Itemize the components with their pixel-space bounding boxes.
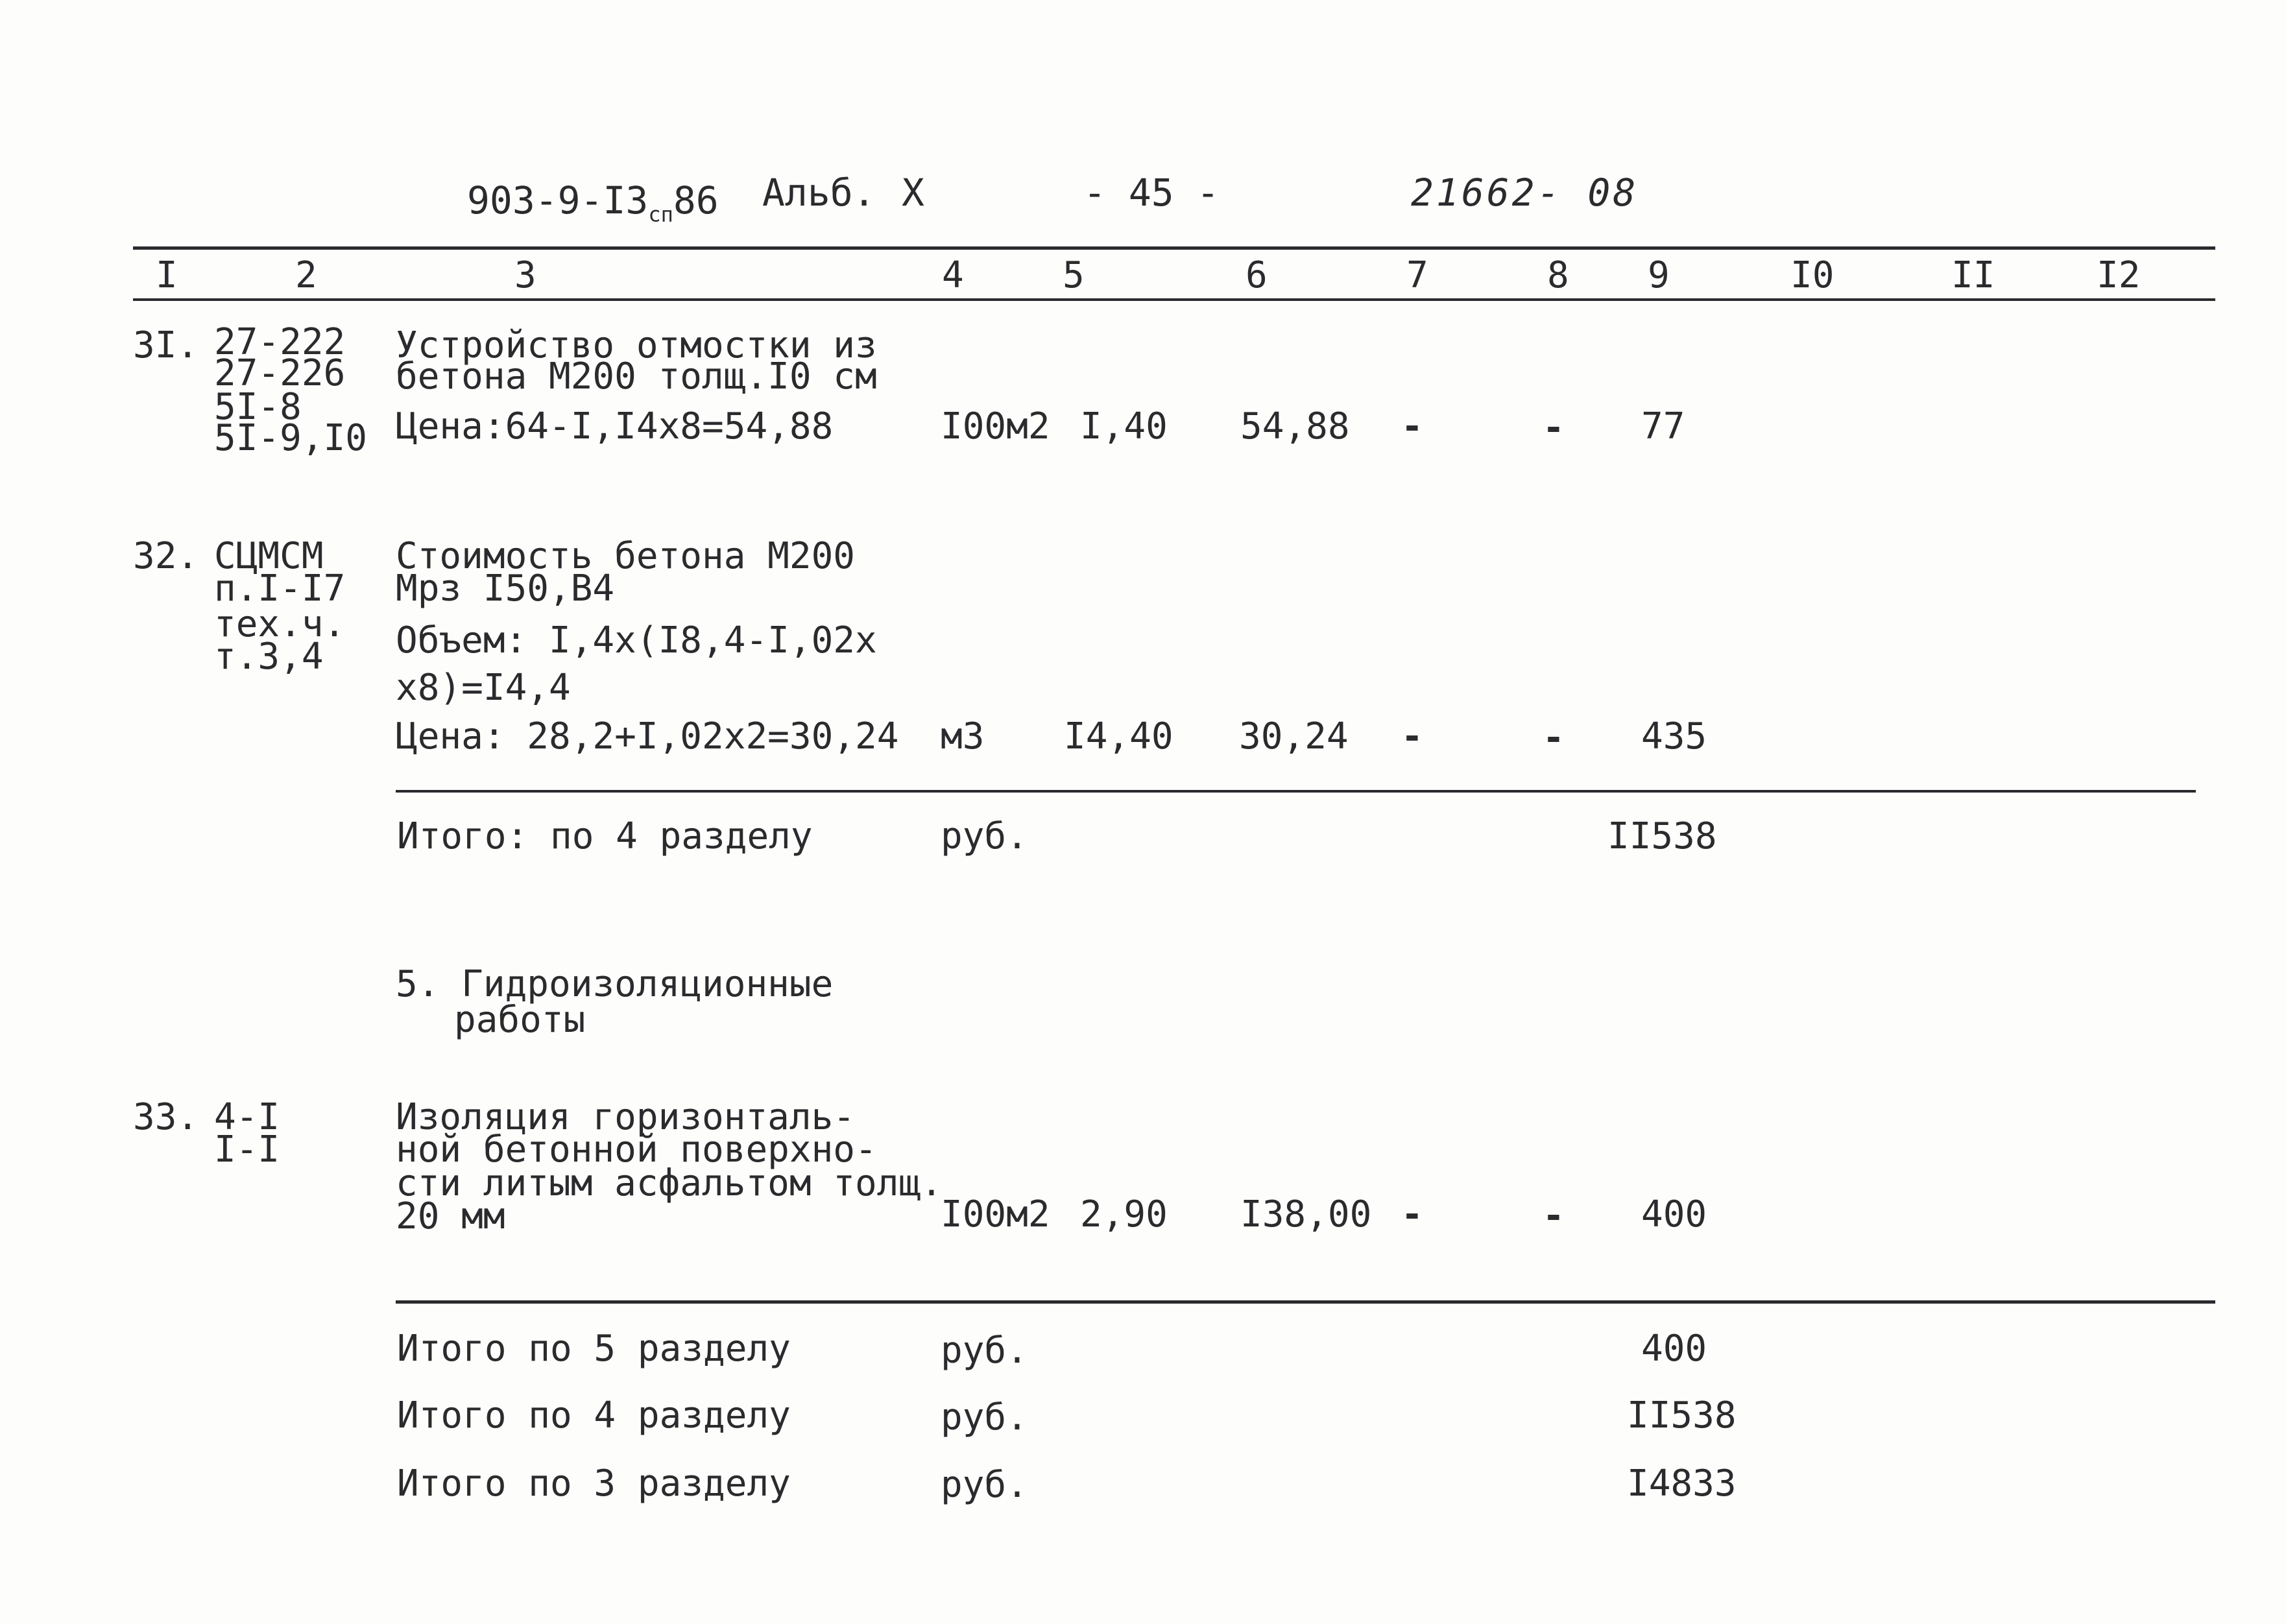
row-number: 32. — [133, 535, 199, 577]
description-line: Мрз I50,В4 — [396, 567, 615, 610]
quantity: I4,40 — [1064, 715, 1173, 758]
header-bottom-rule — [133, 298, 2215, 301]
section-5-heading-cont: работы — [454, 999, 586, 1041]
code-line: тех.ч. — [214, 603, 346, 645]
col-1: I — [156, 254, 178, 296]
total-value: 435 — [1641, 715, 1707, 758]
page-number: - 45 - — [1083, 171, 1220, 215]
col-8: 8 — [1547, 254, 1569, 296]
total-unit-section-3: руб. — [941, 1464, 1028, 1506]
price-formula: Цена: 28,2+I,02x2=30,24 — [396, 715, 899, 758]
total-value: 400 — [1641, 1193, 1707, 1236]
row-number: 33. — [133, 1096, 199, 1138]
code-line: п.I-I7 — [214, 567, 346, 610]
col-6: 6 — [1245, 254, 1268, 296]
description-line: Изоляция горизонталь- — [396, 1096, 856, 1138]
col-9: 9 — [1648, 254, 1670, 296]
description-line: Устройство отмостки из — [396, 324, 877, 366]
col-2: 2 — [295, 254, 317, 296]
total-value-section-4: II538 — [1627, 1394, 1737, 1437]
code-line: 4-I — [214, 1096, 280, 1138]
col-4: 4 — [942, 254, 964, 296]
col-5: 5 — [1063, 254, 1085, 296]
description-line: ной бетонной поверхно- — [396, 1128, 877, 1171]
unit: I00м2 — [941, 405, 1050, 448]
unit: I00м2 — [941, 1193, 1050, 1236]
col-8-value: - — [1543, 407, 1565, 449]
doc-code-main: 903-9-I3 — [467, 178, 649, 222]
unit-price: 30,24 — [1239, 715, 1349, 758]
col-8-value: - — [1543, 717, 1565, 759]
section-5-rule — [396, 1300, 2215, 1304]
album-label: Альб. — [762, 171, 876, 215]
unit-price: 54,88 — [1240, 405, 1350, 448]
col-12: I2 — [2097, 254, 2141, 296]
subtotal-unit: руб. — [941, 815, 1028, 857]
total-value: 77 — [1641, 405, 1685, 448]
col-11: II — [1951, 254, 1995, 296]
total-unit-section-5: руб. — [941, 1330, 1028, 1372]
code-line: 27-222 — [214, 321, 346, 363]
volume-formula: Объем: I,4x(I8,4-I,02x — [396, 619, 877, 662]
code-line: 5I-8 — [214, 386, 302, 428]
doc-code-sub: сп — [648, 202, 673, 227]
row-number: 3I. — [133, 324, 199, 366]
description-line: сти литым асфальтом толщ. — [396, 1162, 943, 1204]
col-8-value: - — [1543, 1195, 1565, 1237]
col-7: 7 — [1406, 254, 1428, 296]
total-label-section-3: Итого по 3 разделу — [397, 1463, 791, 1505]
col-10: I0 — [1790, 254, 1835, 296]
unit: м3 — [941, 715, 985, 758]
doc-code-tail: 86 — [673, 178, 719, 222]
price-formula: Цена:64-I,I4x8=54,88 — [396, 405, 834, 448]
document-stamp: 21662- 08 — [1411, 171, 1639, 215]
total-value-section-5: 400 — [1641, 1328, 1707, 1370]
code-line: I-I — [214, 1128, 280, 1171]
description-line: бетона М200 толщ.I0 см — [396, 355, 877, 398]
total-label-section-4: Итого по 4 разделу — [397, 1394, 791, 1437]
col-3: 3 — [514, 254, 536, 296]
quantity: 2,90 — [1080, 1193, 1168, 1236]
subtotal-label: Итого: по 4 разделу — [397, 815, 813, 857]
code-line: 27-226 — [214, 352, 346, 394]
code-line: СЦМСМ — [214, 535, 324, 577]
subtotal-total: II538 — [1607, 815, 1717, 857]
code-line: 5I-9,I0 — [214, 417, 368, 459]
col-7-value: - — [1401, 405, 1423, 448]
total-unit-section-4: руб. — [941, 1396, 1028, 1439]
unit-price: I38,00 — [1240, 1193, 1372, 1236]
total-value-section-3: I4833 — [1627, 1463, 1737, 1505]
album-number: X — [902, 171, 924, 215]
description-line: Стоимость бетона М200 — [396, 535, 856, 577]
header-top-rule — [133, 246, 2215, 250]
description-line: 20 мм — [396, 1195, 505, 1237]
col-7-value: - — [1401, 1193, 1423, 1236]
section-5-heading: 5. Гидроизоляционные — [396, 963, 834, 1005]
col-7-value: - — [1401, 715, 1423, 758]
volume-formula: x8)=I4,4 — [396, 667, 571, 709]
document-code — [467, 178, 719, 227]
code-line: т.3,4 — [214, 636, 324, 678]
section-4-rule — [396, 790, 2196, 793]
total-label-section-5: Итого по 5 разделу — [397, 1328, 791, 1370]
quantity: I,40 — [1080, 405, 1168, 448]
